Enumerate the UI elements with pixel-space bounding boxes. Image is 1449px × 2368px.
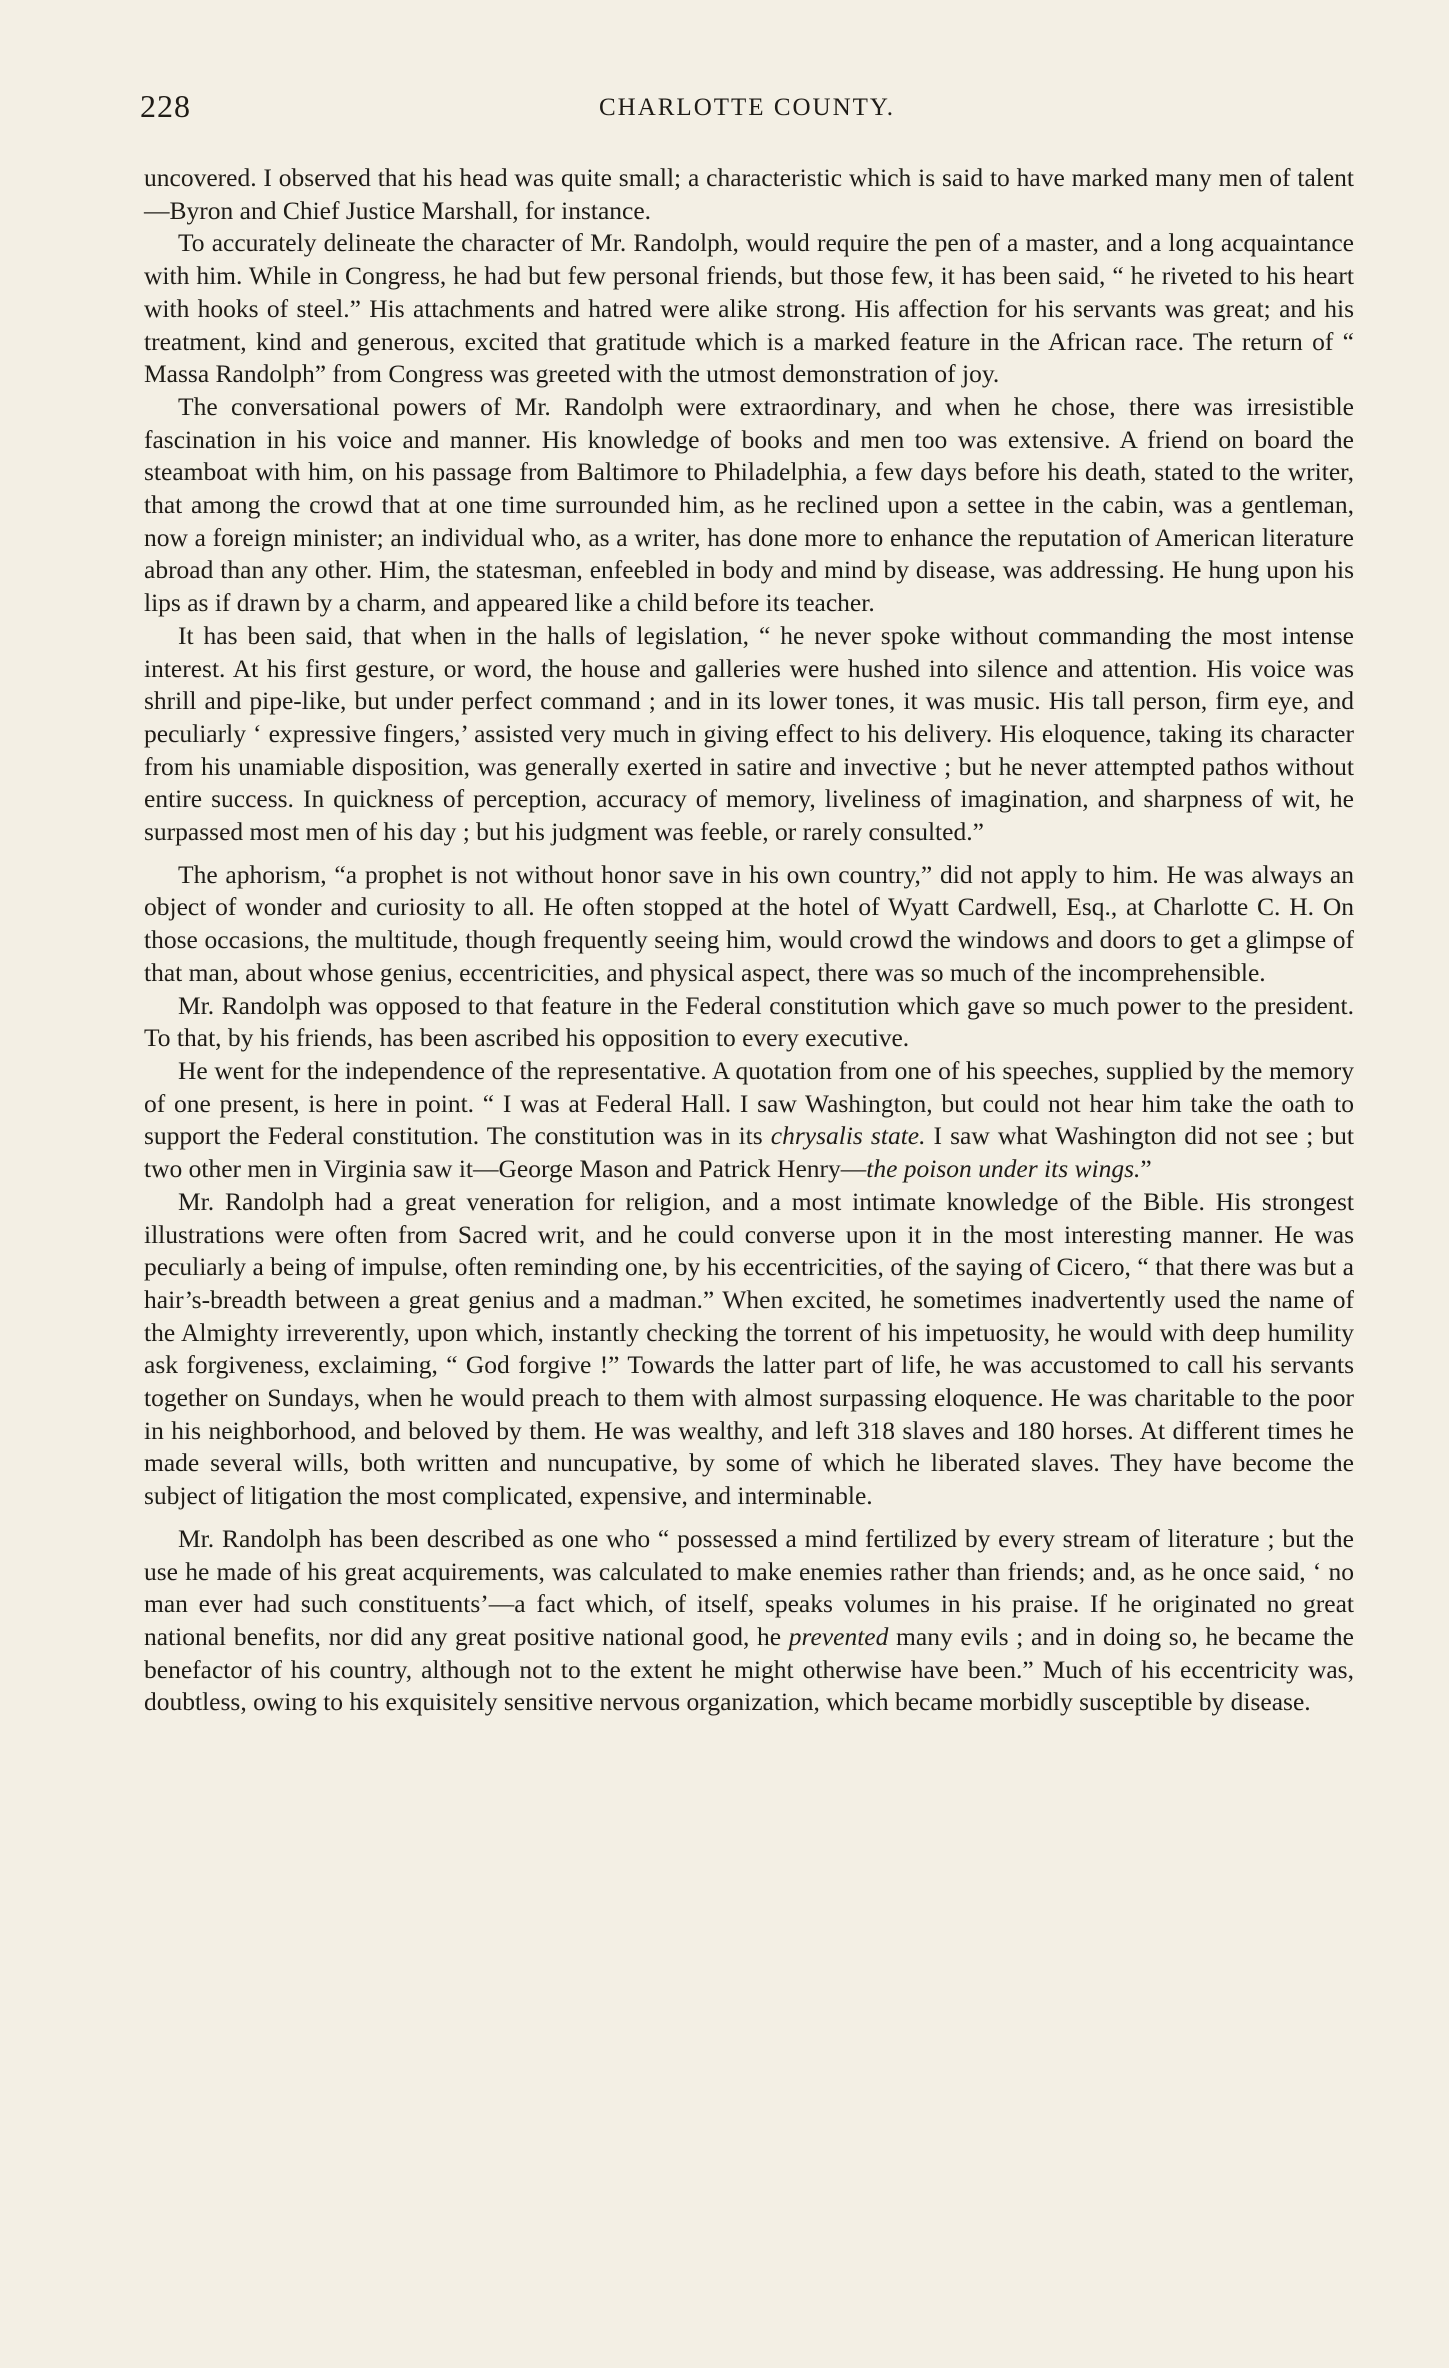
paragraph-7-italic-2: the poison under its wings. (866, 1154, 1141, 1184)
paragraph-9 (144, 1523, 1354, 1719)
page-number: 228 (140, 88, 191, 124)
paragraph-9-text-after: many evils ; and in doing so, he became the benefactor of his country, although not to the extent he might otherwise have been.” Much of his eccentricity was, doubtless, owing to his exquisitely sensitive nervous organization, which became morbidly susceptible by disease. (144, 1621, 1354, 1717)
paragraph-9-italic-1: prevented (788, 1621, 889, 1651)
paragraph-7-text-before: He went for the independence of the representative. A quotation from one of his speeches, supplied by the memory of one present, is here in point. “ I was at Federal Hall. I saw Washington, but could not hear him take the oath to support the Federal constitution. The constitution was in its (144, 1055, 1354, 1151)
paragraph-3: The conversational powers of Mr. Randolph were extraordinary, and when he chose, there was irresistible fascination in his voice and manner. His knowledge of books and men too was extensive. A friend on board the steamboat with him, on his passage from Baltimore to Philadelphia, a few days before his death, stated to the writer, that among the crowd that at one time surrounded him, as he reclined upon a settee in the cabin, was a gentleman, now a foreign minister; an individual who, as a writer, has done more to enhance the reputation of American literature abroad than any other. Him, the statesman, enfeebled in body and mind by disease, was addressing. He hung upon his lips as if drawn by a charm, and appeared like a child before its teacher. (144, 391, 1354, 618)
page-header (140, 88, 1354, 128)
paragraph-5: The aphorism, “a prophet is not without honor save in his own country,” did not apply to him. He was always an object of wonder and curiosity to all. He often stopped at the hotel of Wyatt Cardwell, Esq., at Charlotte C. H. On those occasions, the multitude, though frequently seeing him, would crowd the windows and doors to get a glimpse of that man, about whose genius, eccentricities, and physical aspect, there was so much of the incomprehensible. (144, 859, 1354, 987)
paragraph-1: uncovered. I observed that his head was quite small; a characteristic which is said to have marked many men of talent—Byron and Chief Justice Marshall, for instance. (144, 163, 1354, 225)
running-head: CHARLOTTE COUNTY. (598, 94, 896, 121)
paragraph-7-text-middle: I saw what Washington did not see ; but two other men in Virginia saw it—George Mason and Patrick Henry— (144, 1121, 1355, 1184)
paragraph-2: To accurately delineate the character of Mr. Randolph, would require the pen of a master, and a long acquaintance with him. While in Congress, he had but few personal friends, but those few, it has been said, “ he riveted to his heart with hooks of steel.” His attachments and hatred were alike strong. His affection for his servants was great; and his treatment, kind and generous, excited that gratitude which is a marked feature in the African race. The return of “ Massa Randolph” from Congress was greeted with the utmost demonstration of joy. (144, 228, 1354, 389)
paragraph-9-text-before: Mr. Randolph has been described as one who “ possessed a mind fertilized by every stream of literature ; but the use he made of his great acquirements, was calculated to make enemies rather than friends; and, as he once said, ‘ no man ever had such constituents’—a fact which, of itself, speaks volumes in his praise. If he originated no great national benefits, nor did any great positive national good, he (144, 1523, 1354, 1651)
paragraph-7 (144, 1055, 1354, 1186)
body-text (144, 162, 1354, 1719)
paragraph-7-italic-1: chrysalis state. (770, 1121, 926, 1151)
paragraph-6: Mr. Randolph was opposed to that feature in the Federal constitution which gave so much power to the president. To that, by his friends, has been ascribed his opposition to every executive. (144, 990, 1354, 1053)
paragraph-4: It has been said, that when in the halls of legislation, “ he never spoke without commanding the most intense interest. At his first gesture, or word, the house and galleries were hushed into silence and attention. His voice was shrill and pipe-like, but under perfect command ; and in its lower tones, it was music. His tall person, firm eye, and peculiarly ‘ expressive fingers,’ assisted very much in giving effect to his delivery. His eloquence, taking its character from his unamiable disposition, was generally exerted in satire and invective ; but he never attempted pathos without entire success. In quickness of perception, accuracy of memory, liveliness of imagination, and sharpness of wit, he surpassed most men of his day ; but his judgment was feeble, or rarely consulted.” (144, 620, 1354, 847)
paragraph-7-text-after: ” (1140, 1154, 1152, 1184)
paragraph-8: Mr. Randolph had a great veneration for religion, and a most intimate knowledge of the Bible. His strongest illustrations were often from Sacred writ, and he could converse upon it in the most interesting manner. He was peculiarly a being of impulse, often reminding one, by his eccentricities, of the saying of Cicero, “ that there was but a hair’s-breadth between a great genius and a madman.” When excited, he sometimes inadvertently used the name of the Almighty irreverently, upon which, instantly checking the torrent of his impetuosity, he would with deep humility ask forgiveness, exclaiming, “ God forgive !” Towards the latter part of life, he was accustomed to call his servants together on Sundays, when he would preach to them with almost surpassing eloquence. He was charitable to the poor in his neighborhood, and beloved by them. He was wealthy, and left 318 slaves and 180 horses. At different times he made several wills, both written and nuncupative, by some of which he liberated slaves. They have become the subject of litigation the most complicated, expensive, and interminable. (144, 1186, 1354, 1511)
